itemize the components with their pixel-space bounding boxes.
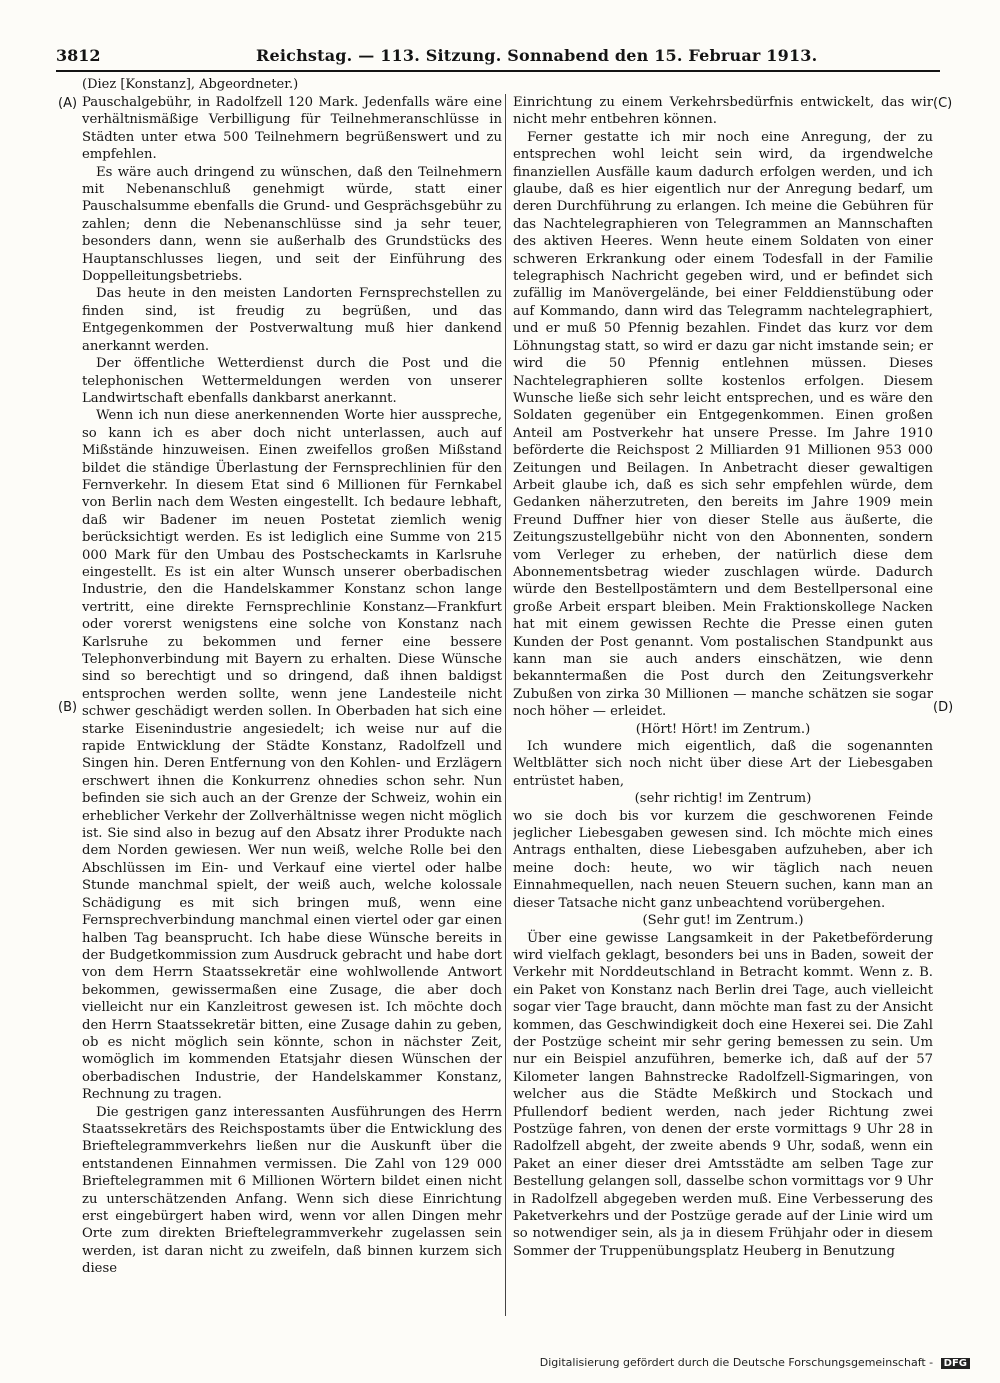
margin-marker-c: (C) [933,96,953,111]
margin-marker-b: (B) [58,700,78,715]
page-header [56,46,936,70]
interjection: (sehr richtig! im Zentrum) [634,791,812,807]
interjection: (Sehr gut! im Zentrum.) [642,913,804,929]
header-rule [56,70,940,72]
digitization-footer [540,1356,970,1369]
margin-marker-d: (D) [933,700,954,715]
right-column [513,94,933,1319]
paragraph: Wenn ich nun diese anerkennenden Worte hier ausspreche, so kann ich es aber doch nicht unterlassen, auch auf Mißstände hinzuweisen. Einen zweifellos großen Mißstand bildet die ständige Überlastung der Fernsprechlinien für den Fernverkehr. In diesem Etat sind 6 Millionen für Fernkabel von Berlin nach dem Westen eingestellt. Ich bedaure lebhaft, daß wir Badener im neuen Postetat ziemlich wenig berücksichtigt werden. Es ist lediglich eine Summe von 215 000 Mark für den Umbau des Postscheckamts in Karlsruhe eingestellt. Es ist ein alter Wunsch unserer oberbadischen Industrie, den die Handelskammer Konstanz schon lange vertritt, eine direkte Fernsprechlinie Konstanz—Frankfurt oder vorerst wenigstens eine solche von Konstanz nach Karlsruhe zu bekommen und ferner eine bessere Telephonverbindung mit Bayern zu erhalten. Diese Wünsche sind so berechtigt und so dringend, daß ihnen baldigst entsprochen werden sollte, wenn jene Landesteile nicht schwer geschädigt werden sollen. In Oberbaden hat sich eine starke Eisenindustrie angesiedelt; ich weise nur auf die rapide Entwicklung der Städte Konstanz, Radolfzell und Singen hin. Deren Entfernung von den Kohlen- und Erzlägern erschwert ihnen die Konkurrenz ohnedies schon sehr. Nun befinden sie sich auch an der Grenze der Schweiz, wohin ein erheblicher Verkehr der Zollverhältnisse wegen nicht möglich ist. Sie sind also in bezug auf den Absatz ihrer Produkte nach dem Norden gewiesen. Wer nun weiß, welche Rolle bei den Abschlüssen im Ein- und Verkauf eine viertel oder halbe Stunde manchmal spielt, der weiß auch, welche kolossale Schädigung es mit sich bringen muß, wenn eine Fernsprechverbindung manchmal einen viertel oder gar einen halben Tag beansprucht. Ich habe diese Wünsche bereits in der Budgetkommission zum Ausdruck gebracht und habe dort von dem Herrn Staatssekretär eine wohlwollende Antwort bekommen, gewissermaßen eine Zusage, die aber doch vielleicht nur ein Kanzleitrost gewesen ist. Ich möchte doch den Herrn Staatssekretär bitten, eine Zusage dahin zu geben, ob es nicht möglich sein könnte, schon in nächster Zeit, womöglich im kommenden Etatsjahr diesen Wünschen der oberbadischen Industrie, der Handelskammer Konstanz, Rechnung zu tragen. [82,408,502,1103]
paragraph: Die gestrigen ganz interessanten Ausführungen des Herrn Staatssekretärs des Reichspostamts über die Entwicklung des Brieftelegrammverkehrs ließen nur die Auskunft über die entstandenen Einnahmen vermissen. Die Zahl von 129 000 Brieftelegrammen mit 6 Millionen Wörtern bildet einen nicht zu unterschätzenden Anfang. Wenn sich diese Einrichtung erst eingebürgert haben wird, wenn vor allen Dingen mehr Orte zum direkten Brieftelegrammverkehr zugelassen sein werden, ist daran nicht zu zweifeln, daß binnen kurzem sich diese [82,1104,502,1277]
paragraph: Ich wundere mich eigentlich, daß die sogenannten Weltblätter sich noch nicht über diese Art der Liebesgaben entrüstet haben, [513,739,933,789]
footer-text: Digitalisierung gefördert durch die Deutsche Forschungsgemeinschaft - [539,1356,934,1369]
paragraph: Es wäre auch dringend zu wünschen, daß den Teilnehmern mit Nebenanschluß genehmigt würde, statt einer Pauschalsumme ebenfalls die Grund- und Gesprächsgebühr zu zahlen; denn die Nebenanschlüsse sind ja sehr teuer, besonders dann, wenn sie außerhalb des Grundstücks des Hauptanschlusses liegen, und seit der Einführung des Doppelleitungsbetriebs. [82,164,502,285]
column-divider [505,94,506,1316]
left-column [82,94,502,1319]
page-number: 3812 [56,46,101,65]
paragraph: Pauschalgebühr, in Radolfzell 120 Mark. Jedenfalls wäre eine verhältnismäßige Verbilligung für Teilnehmeranschlüsse in Städten unter etwa 500 Teilnehmern begrüßenswert und zu empfehlen. [82,95,502,163]
paragraph: Ferner gestatte ich mir noch eine Anregung, der zu entsprechen wohl leicht sein wird, da irgendwelche finanziellen Ausfälle kaum dadurch erfolgen werden, und ich glaube, daß es hier eigentlich nur der Anregung bedarf, um deren Durchführung zu erlangen. Ich meine die Gebühren für das Nachtelegraphieren von Telegrammen an Mannschaften des aktiven Heeres. Wenn heute einem Soldaten von einer schweren Erkrankung oder einem Todesfall in der Familie telegraphisch Nachricht gegeben wird, und er befindet sich zufällig im Manövergelände, bei einer Felddienstübung oder auf Kommando, dann wird das Telegramm nachtelegraphiert, und er muß 50 Pfennig bezahlen. Findet das kurz vor dem Löhnungstag statt, so wird er dazu gar nicht imstande sein; er wird die 50 Pfennig entlehnen müssen. Dieses Nachtelegraphieren sollte kostenlos erfolgen. Diesem Wunsche ließe sich sehr leicht entsprechen, und es wäre den Soldaten gegenüber ein Entgegenkommen. Einen großen Anteil am Postverkehr hat unsere Presse. Im Jahre 1910 beförderte die Reichspost 2 Milliarden 91 Millionen 953 000 Zeitungen und Beilagen. In Anbetracht dieser gewaltigen Arbeit glaube ich, daß es sich sehr empfehlen würde, dem Gedanken näherzutreten, den bereits im Jahre 1909 mein Freund Duffner hier von dieser Stelle aus äußerte, die Zeitungszustellgebühr nicht von den Abonnenten, sondern vom Verleger zu erheben, der natürlich diese dem Abonnementsbetrag wieder zuschlagen würde. Dadurch würde den Bestellpostämtern und dem Bestellpersonal eine große Arbeit erspart bleiben. Mein Fraktionskollege Nacken hat mit einem gewissen Rechte die Presse einen guten Kunden der Post genannt. Vom postalischen Standpunkt aus kann man sie auch anders einschätzen, wie denn bekanntermaßen die Post durch den Zeitungsverkehr Zubußen von zirka 30 Millionen — manche schätzen sie sogar noch höher — erleidet. [513,129,933,720]
paragraph: Über eine gewisse Langsamkeit in der Paketbeförderung wird vielfach geklagt, besonders bei uns in Baden, soweit der Verkehr mit Norddeutschland in Betracht kommt. Wenn z. B. ein Paket von Konstanz nach Berlin drei Tage, auch vielleicht sogar vier Tage braucht, dann möchte man fast zu der Ansicht kommen, das Geschwindigkeit doch eine Hexerei sei. Die Zahl der Postzüge scheint mir sehr gering bemessen zu sein. Um nur ein Beispiel anzuführen, bemerke ich, daß auf der 57 Kilometer langen Bahnstrecke Radolfzell-Sigmaringen, von welcher aus die Städte Meßkirch und Stockach und Pfullendorf bedient werden, nach jeder Richtung zwei Postzüge fahren, von denen der erste vormittags 9 Uhr 28 in Radolfzell abgeht, der zweite abends 9 Uhr, sodaß, wenn ein Paket an einer dieser drei Amtsstädte am selben Tage zur Bestellung gelangen soll, dasselbe schon vormittags vor 9 Uhr in Radolfzell abgegeben werden muß. Eine Verbesserung des Paketverkehrs und der Postzüge gerade auf der Linie wird um so notwendiger sein, als ja in diesem Frühjahr oder in diesem Sommer der Truppenübungsplatz Heuberg in Benutzung [513,930,933,1259]
speaker-line: (Diez [Konstanz], Abgeordneter.) [82,77,299,92]
paragraph: Einrichtung zu einem Verkehrsbedürfnis entwickelt, das wir nicht mehr entbehren können. [513,95,933,128]
paragraph: Das heute in den meisten Landorten Fernsprechstellen zu finden sind, ist freudig zu begrüßen, und das Entgegenkommen der Postverwaltung muß hier dankend anerkannt werden. [82,286,502,354]
paragraph: wo sie doch bis vor kurzem die geschworenen Feinde jeglicher Liebesgaben gewesen sind. Ich möchte mich eines Antrags enthalten, diese Liebesgaben aufzuheben, aber ich meine doch: heute, wo wir täglich nach neuen Einnahmequellen, nach neuen Steuern suchen, kann man an dieser Tatsache nicht ganz unbeachtend vorübergehen. [513,808,933,911]
running-title: Reichstag. — 113. Sitzung. Sonnabend den 15. Februar 1913. [256,46,818,65]
interjection: (Hört! Hört! im Zentrum.) [635,721,811,737]
margin-marker-a: (A) [58,96,78,111]
dfg-logo: DFG [941,1358,970,1369]
paragraph: Der öffentliche Wetterdienst durch die Post und die telephonischen Wettermeldungen werden von unserer Landwirtschaft ebenfalls dankbarst anerkannt. [82,356,502,406]
